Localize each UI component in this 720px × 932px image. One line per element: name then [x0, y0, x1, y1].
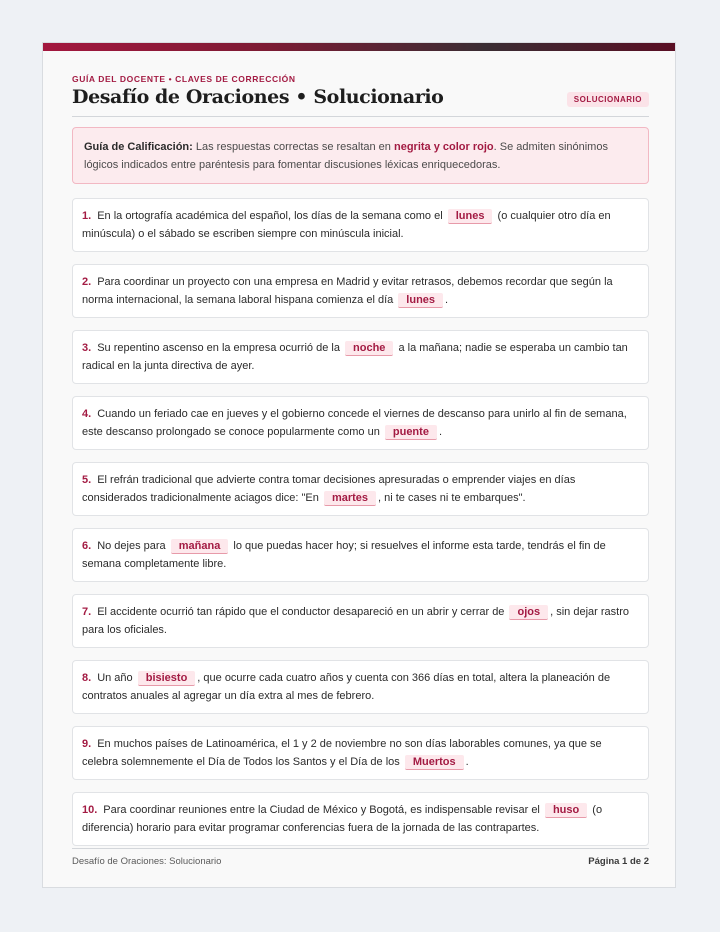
item-number: 8.: [82, 672, 92, 684]
guide-label: Guía de Calificación:: [84, 141, 193, 153]
item-number: 3.: [82, 342, 92, 354]
answer-highlight: noche: [345, 341, 393, 356]
answer-highlight: puente: [385, 425, 437, 440]
exercise-item: [72, 264, 649, 318]
item-text-after: lo que puedas hacer hoy; si resuelves el informe esta tarde, tendrás el fin de semana completamente libre.: [82, 540, 606, 570]
exercise-item: [72, 594, 649, 648]
item-text-after: .: [438, 425, 442, 438]
guide-highlight: negrita y color rojo: [393, 141, 494, 153]
item-text-before: El refrán tradicional que advierte contra tomar decisiones apresuradas o emprender viajes en días considerados tradicionalmente aciagos dice: "En: [82, 474, 576, 504]
item-text-before: Para coordinar un proyecto con una empresa en Madrid y evitar retrasos, debemos recordar que según la norma internacional, la semana laboral hispana comienza el día: [82, 276, 613, 306]
item-text-before: Cuando un feriado cae en jueves y el gobierno concede el viernes de descanso para unirlo al fin de semana, este descanso prolongado se conoce popularmente como un: [82, 408, 627, 438]
item-text-after: (o cualquier otro día en minúscula) o el sábado se escriben siempre con minúscula inicial.: [82, 210, 611, 240]
solution-badge: SOLUCIONARIO: [567, 92, 649, 107]
item-text-after: , que ocurre cada cuatro años y cuenta con 366 días en total, altera la planeación de contratos anuales al agregar un día extra al mes de febrero.: [82, 672, 611, 702]
item-text-after: .: [465, 755, 469, 768]
item-text-before: No dejes para: [97, 540, 169, 552]
page-number: Página 1 de 2: [588, 856, 649, 867]
answer-highlight: lunes: [398, 293, 443, 308]
exercise-item: [72, 726, 649, 780]
item-number: 10.: [82, 804, 98, 816]
item-text-before: Para coordinar reuniones entre la Ciudad de México y Bogotá, es indispensable revisar el: [103, 804, 543, 816]
guide-text-after: . Se admiten sinónimos lógicos indicados entre paréntesis para fomentar discusiones léxicas enriquecedoras.: [84, 141, 608, 171]
exercise-item: [72, 528, 649, 582]
item-text-after: , ni te cases ni te embarques".: [378, 491, 526, 504]
exercise-item: [72, 462, 649, 516]
item-text-before: En la ortografía académica del español, los días de la semana como el: [97, 210, 446, 222]
answer-highlight: huso: [545, 803, 587, 818]
item-number: 9.: [82, 738, 92, 750]
item-text-before: Un año: [97, 672, 136, 684]
item-number: 6.: [82, 540, 92, 552]
guide-text-before: Las respuestas correctas se resaltan en: [192, 141, 394, 153]
item-number: 7.: [82, 606, 92, 618]
item-text-before: El accidente ocurrió tan rápido que el conductor desapareció en un abrir y cerrar de: [97, 606, 508, 618]
page-header: [72, 74, 649, 108]
item-number: 5.: [82, 474, 92, 486]
answer-highlight: lunes: [448, 209, 493, 224]
grading-guide-box: [72, 127, 649, 184]
answer-highlight: bisiesto: [138, 671, 196, 686]
exercise-item: [72, 792, 649, 846]
exercise-item: [72, 396, 649, 450]
worksheet-page: [42, 42, 676, 888]
answer-highlight: ojos: [509, 605, 548, 620]
answer-highlight: Muertos: [405, 755, 464, 770]
item-number: 4.: [82, 408, 92, 420]
item-text-after: .: [445, 293, 449, 306]
item-text-after: a la mañana; nadie se esperaba un cambio tan radical en la junta directiva de ayer.: [82, 342, 628, 372]
answer-highlight: martes: [324, 491, 376, 506]
item-number: 2.: [82, 276, 92, 288]
item-text-before: Su repentino ascenso en la empresa ocurrió de la: [97, 342, 344, 354]
item-text-after: (o diferencia) horario para evitar programar conferencias fuera de la jornada de las contrapartes.: [82, 804, 603, 834]
item-text-after: , sin dejar rastro para los oficiales.: [82, 606, 629, 636]
exercise-item: [72, 660, 649, 714]
accent-bar: [43, 43, 675, 51]
footer-doc-title: Desafío de Oraciones: Solucionario: [72, 856, 222, 867]
item-text-before: En muchos países de Latinoamérica, el 1 y 2 de noviembre no son días laborables comunes, ya que se celebra solemnemente el Día de Todos los Santos y el Día de los: [82, 738, 602, 768]
page-title: Desafío de Oraciones • Solucionario: [72, 86, 444, 108]
item-number: 1.: [82, 210, 92, 222]
title-row: [72, 86, 649, 117]
exercise-item: [72, 198, 649, 252]
eyebrow-label: GUÍA DEL DOCENTE • CLAVES DE CORRECCIÓN: [72, 74, 296, 84]
answer-highlight: mañana: [171, 539, 229, 554]
exercise-item: [72, 330, 649, 384]
page-footer: [72, 848, 649, 867]
